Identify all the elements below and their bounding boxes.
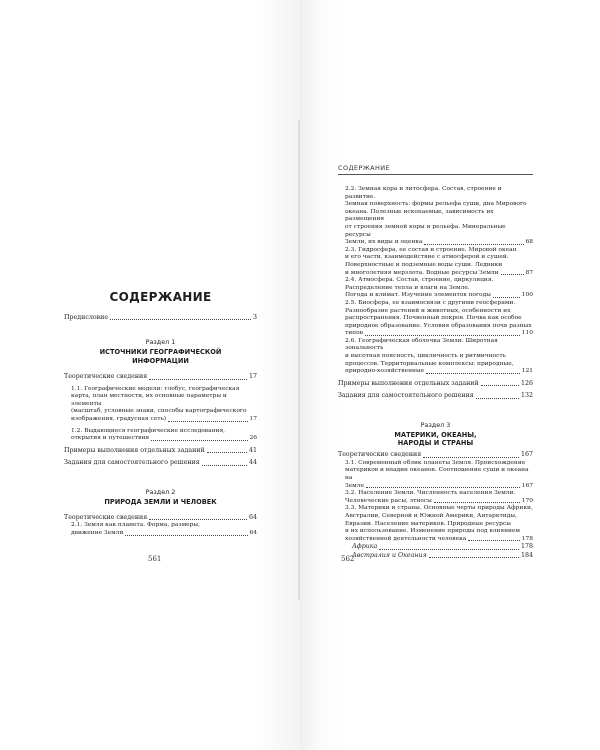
toc-entry-2-3[interactable]: 2.3. Гидросфера, ее состав и строение. Мировой океан и его части, взаимодействие с атмосферой и сушей. Поверхностные и подземные воды суши. Ледники и многолетняя мерзлота. Водные ресурсы Земли 87 [345, 246, 533, 276]
toc-entry-3-2[interactable]: 3.2. Население Земли. Численность населения Земли. Человеческие расы, этносы 170 [345, 490, 533, 504]
book-gutter [298, 120, 300, 600]
left-page-content [64, 290, 257, 538]
toc-entry-2-4[interactable]: 2.4. Атмосфера. Состав, строение, циркуляция. Распределение тепла и влаги на Земле. Погода и климат. Изучение элементов погоды 100 [345, 277, 533, 299]
page-number-left: 561 [148, 555, 162, 563]
toc-entry-1-2[interactable]: 1.2. Выдающиеся географические исследования, открытия и путешествия 26 [71, 427, 257, 442]
toc-entry-theory-1[interactable]: Теоретические сведения 17 [64, 373, 257, 381]
toc-entry-theory-2[interactable]: Теоретические сведения 64 [64, 514, 257, 521]
toc-entry-3-1[interactable]: 3.1. Современный облик планеты Земля. Происхождение материков и впадин океанов. Соотношение суши и океана на Земле 167 [345, 459, 533, 489]
toc-entry-2-2[interactable]: 2.2. Земная кора и литосфера. Состав, строение и развитие. Земная поверхность: формы рельефа суши, дна Мирового океана. Полезные ископаемые, зависимость их размещения от строения земной коры и рельефа. Минеральные ресурсы Земли, их виды и оценка 68 [345, 186, 533, 246]
toc-entry-2-5[interactable]: 2.5. Биосфера, ее взаимосвязи с другими геосферами. Разнообразие растений и животных, особенности их распространения. Почвенный покров. Почва как особое природное образование. Условия образования почв разных типов 110 [345, 299, 533, 337]
toc-entry-examples-1[interactable]: Примеры выполнения отдельных заданий 41 [64, 446, 257, 454]
toc-entry-tasks-2[interactable]: Задания для самостоятельного решения 132 [338, 392, 533, 400]
section-3-heading: Раздел 3 МАТЕРИКИ, ОКЕАНЫ, НАРОДЫ И СТРАНЫ [394, 420, 477, 448]
page-number-right: 562 [341, 555, 355, 563]
section-2-heading: Раздел 2 ПРИРОДА ЗЕМЛИ И ЧЕЛОВЕК [104, 487, 217, 506]
toc-entry-australia[interactable]: Австралия и Океания 184 [352, 551, 533, 559]
toc-entry-2-6[interactable]: 2.6. Географическая оболочка Земли. Широтная зональность и высотная поясность, цикличность и ритмичность процессов. Территориальные комплексы: природные, природно-хозяйственные 121 [345, 337, 533, 375]
toc-entry-2-1[interactable]: 2.1. Земля как планета. Форма, размеры, движение Земли 64 [71, 522, 257, 536]
section-1-heading: Раздел 1 ИСТОЧНИКИ ГЕОГРАФИЧЕСКОЙ ИНФОРМАЦИИ [99, 338, 222, 365]
toc-entry-tasks-1[interactable]: Задания для самостоятельного решения 44 [64, 459, 257, 467]
toc-entry-1-1[interactable]: 1.1. Географические модели: глобус, географическая карта, план местности, их основные параметры и элементы (масштаб, условные знаки, способы картографического изображения, градусная сеть) 17 [71, 385, 257, 422]
toc-entry-3-3[interactable]: 3.3. Материки и страны. Основные черты природы Африки, Австралии, Северной и Южной Америки, Антарктиды, Евразии. Население материков. Природные ресурсы и их использование. Изменение природы под влиянием хозяйственной деятельности человека 178 [345, 505, 533, 542]
toc-entry-theory-3[interactable]: Теоретические сведения 167 [338, 451, 533, 459]
toc-entry-examples-2[interactable]: Примеры выполнения отдельных заданий 126 [338, 379, 533, 387]
right-page-content [338, 186, 533, 560]
running-head: СОДЕРЖАНИЕ [338, 164, 533, 175]
toc-entry-intro[interactable]: Предисловие 3 [64, 314, 257, 321]
toc-entry-africa[interactable]: Африка 178 [352, 543, 533, 551]
contents-title: СОДЕРЖАНИЕ [109, 290, 212, 304]
